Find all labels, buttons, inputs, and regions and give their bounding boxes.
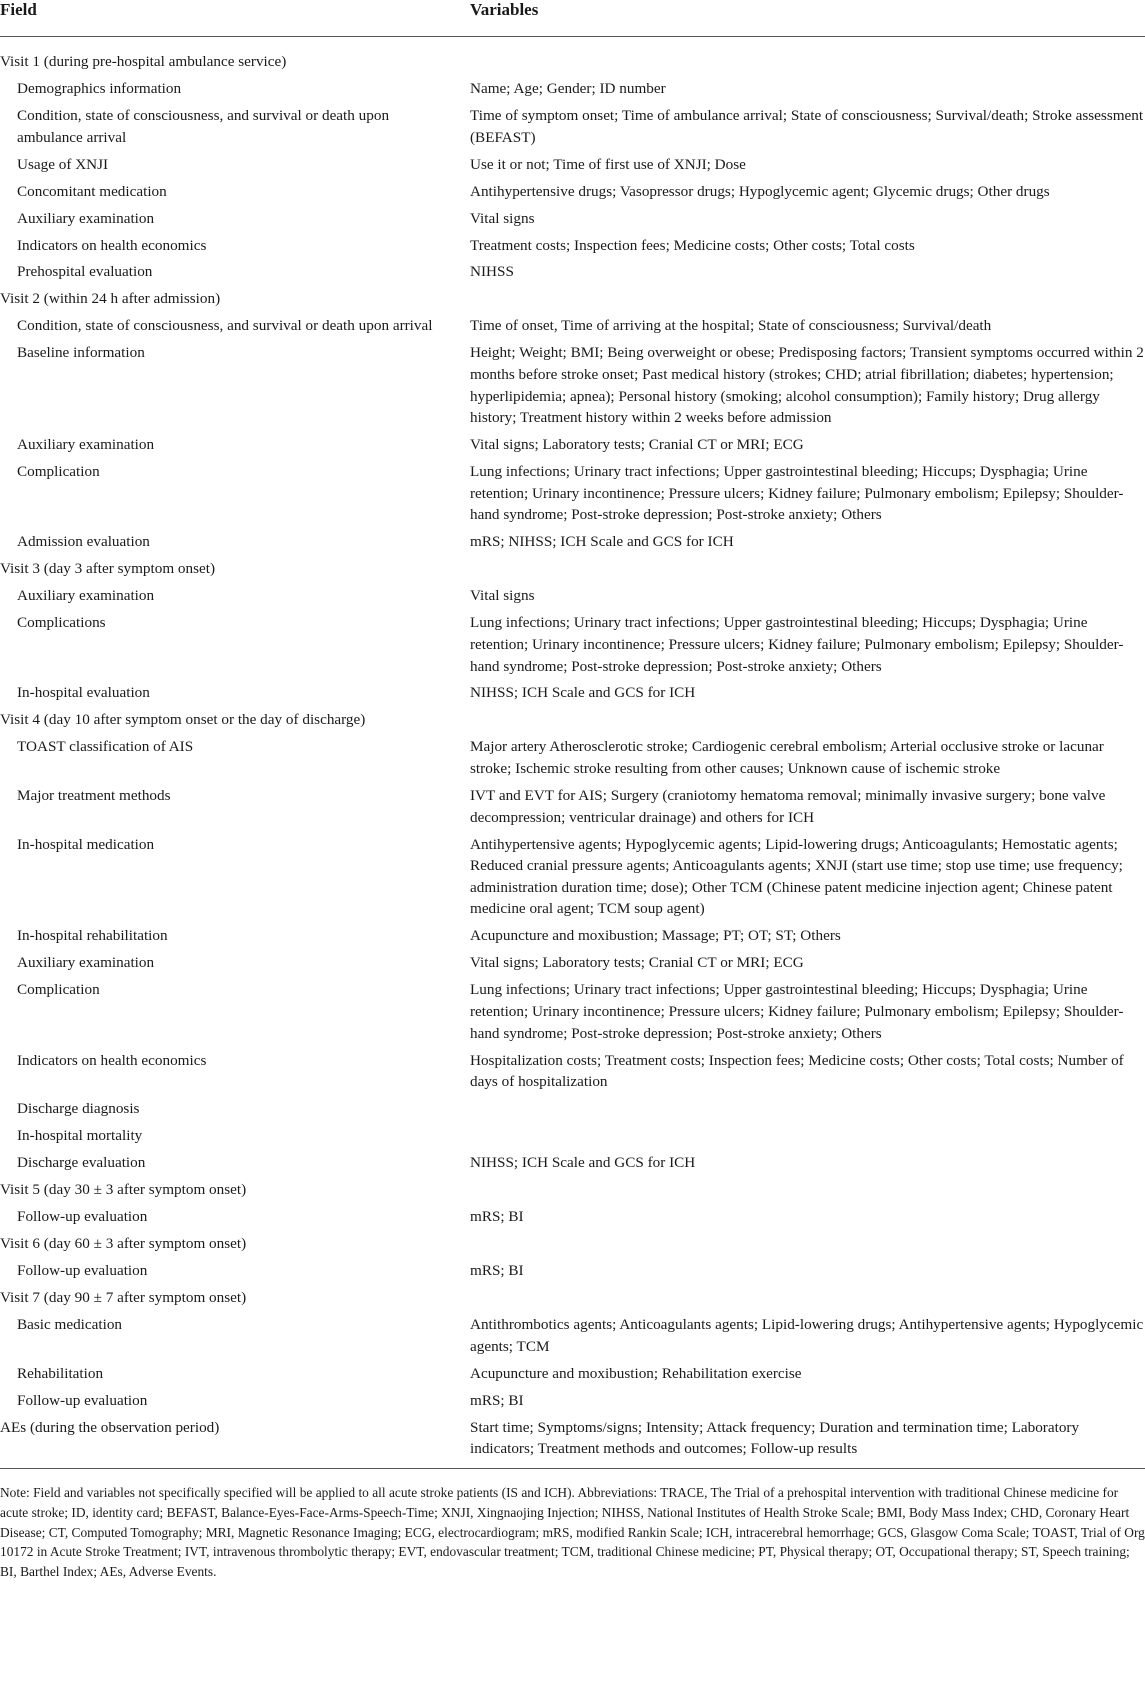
header-variables: Variables — [470, 0, 539, 19]
field-cell: Admission evaluation — [17, 533, 150, 551]
variables-cell: mRS; NIHSS; ICH Scale and GCS for ICH — [470, 533, 734, 551]
variables-cell: Vital signs; Laboratory tests; Cranial CT or MRI; ECG — [470, 954, 804, 972]
variables-cell: Major artery Atherosclerotic stroke; Cardiogenic cerebral embolism; Arterial occlusive stroke or lacunar stroke; Ischemic stroke resulting from other causes; Unknown cause of ischemic stroke — [470, 738, 1104, 778]
table-row — [0, 315, 1145, 342]
field-cell: Visit 2 (within 24 h after admission) — [0, 290, 221, 308]
header-field: Field — [0, 0, 37, 19]
table-row — [0, 682, 1145, 709]
table-row — [0, 785, 1145, 834]
variables-cell: NIHSS — [470, 263, 514, 281]
field-cell: Condition, state of consciousness, and survival or death upon arrival — [17, 317, 433, 335]
variables-cell: Hospitalization costs; Treatment costs; Inspection fees; Medicine costs; Other costs; Total costs; Number of days of hospitalization — [470, 1051, 1124, 1091]
visit-row — [0, 1287, 1145, 1314]
variables-cell: Vital signs — [470, 587, 535, 605]
visit-row — [0, 709, 1145, 736]
field-cell: Follow-up evaluation — [17, 1262, 148, 1279]
table-row — [0, 1125, 1145, 1152]
table-row — [0, 342, 1145, 434]
variables-cell: mRS; BI — [470, 1262, 524, 1279]
field-cell: Usage of XNJI — [17, 155, 109, 173]
variables-cell — [470, 1179, 1145, 1206]
table-row — [0, 461, 1145, 531]
variables-cell: Time of symptom onset; Time of ambulance arrival; State of consciousness; Survival/death; Stroke assessment (BEFAST) — [470, 106, 1144, 146]
field-cell: Visit 7 (day 90 ± 7 after symptom onset) — [0, 1288, 247, 1306]
field-cell: Major treatment methods — [17, 787, 171, 805]
field-cell: Prehospital evaluation — [17, 263, 153, 281]
field-cell: In-hospital evaluation — [17, 684, 150, 702]
variables-cell: Use it or not; Time of first use of XNJI; Dose — [470, 155, 746, 173]
variables-cell — [470, 288, 1145, 315]
table-header — [0, 0, 1145, 37]
table-row — [0, 925, 1145, 952]
visit-row — [0, 1179, 1145, 1206]
variables-cell: Antihypertensive drugs; Vasopressor drugs; Hypoglycemic agent; Glycemic drugs; Other drugs — [470, 182, 1050, 200]
field-cell: Indicators on health economics — [17, 1051, 207, 1069]
table-row — [0, 1098, 1145, 1125]
field-cell: Demographics information — [17, 79, 182, 97]
variables-cell — [470, 1125, 1145, 1152]
table-row — [0, 979, 1145, 1049]
field-cell: Condition, state of consciousness, and survival or death upon ambulance arrival — [17, 106, 390, 146]
variables-cell: Acupuncture and moxibustion; Massage; PT; OT; ST; Others — [470, 927, 841, 945]
visit-row — [0, 1417, 1145, 1466]
variables-cell: Lung infections; Urinary tract infections; Upper gastrointestinal bleeding; Hiccups; Dysphagia; Urine retention; Urinary incontinence; Pressure ulcers; Kidney failure; Pulmonary embolism; Epilepsy; Shoulder-hand syndrome; Post-stroke depression; Post-stroke anxiety; Others — [470, 463, 1124, 524]
field-cell: Baseline information — [17, 344, 145, 362]
table-row — [0, 1152, 1145, 1179]
table-body — [0, 51, 1145, 1465]
visit-row — [0, 288, 1145, 315]
visit-row — [0, 558, 1145, 585]
variables-cell: Treatment costs; Inspection fees; Medicine costs; Other costs; Total costs — [470, 236, 915, 254]
variables-cell: Vital signs — [470, 209, 535, 227]
variables-cell: Acupuncture and moxibustion; Rehabilitation exercise — [470, 1364, 802, 1382]
table-row — [0, 78, 1145, 105]
variables-cell — [470, 1098, 1145, 1125]
field-cell: In-hospital medication — [17, 835, 155, 853]
table-row — [0, 105, 1145, 154]
variables-cell: Lung infections; Urinary tract infections; Upper gastrointestinal bleeding; Hiccups; Dysphagia; Urine retention; Urinary incontinence; Pressure ulcers; Kidney failure; Pulmonary embolism; Epilepsy; Shoulder-hand syndrome; Post-stroke depression; Post-stroke anxiety; Others — [470, 614, 1124, 675]
variables-cell: Antihypertensive agents; Hypoglycemic agents; Lipid-lowering drugs; Anticoagulants; Hemostatic agents; Reduced cranial pressure agents; Anticoagulants agents; XNJI (start use time; stop use time; use frequency; administration duration time; dose); Other TCM (Chinese patent medicine injection agent; Chinese patent medicine oral agent; TCM soup agent) — [470, 835, 1123, 918]
variables-cell: Start time; Symptoms/signs; Intensity; Attack frequency; Duration and termination time; Laboratory indicators; Treatment methods and outcomes; Follow-up results — [470, 1418, 1080, 1458]
table-row — [0, 154, 1145, 181]
table-row — [0, 208, 1145, 235]
variables-cell: NIHSS; ICH Scale and GCS for ICH — [470, 1154, 696, 1172]
field-cell: Discharge diagnosis — [17, 1100, 140, 1118]
table-row — [0, 612, 1145, 682]
table-bottom-rule — [0, 1468, 1145, 1469]
field-cell: Auxiliary examination — [17, 954, 155, 972]
variables-cell — [470, 709, 1145, 736]
variables-cell — [470, 558, 1145, 585]
table-row — [0, 261, 1145, 288]
table-row — [0, 1050, 1145, 1099]
field-cell: Indicators on health economics — [17, 236, 207, 254]
field-cell: Visit 4 (day 10 after symptom onset or the day of discharge) — [0, 711, 366, 729]
table-row — [0, 1206, 1145, 1233]
table-row — [0, 952, 1145, 979]
visit-row — [0, 1233, 1145, 1260]
field-cell: Auxiliary examination — [17, 436, 155, 454]
variables-cell — [470, 1287, 1145, 1314]
variables-cell: Antithrombotics agents; Anticoagulants agents; Lipid-lowering drugs; Antihypertensive agents; Hypoglycemic agents; TCM — [470, 1315, 1144, 1355]
field-cell: Visit 6 (day 60 ± 3 after symptom onset) — [0, 1235, 247, 1253]
table-row — [0, 1314, 1145, 1363]
field-cell: Follow-up evaluation — [17, 1208, 148, 1226]
field-cell: Complication — [17, 463, 100, 481]
variables-cell: NIHSS; ICH Scale and GCS for ICH — [470, 684, 696, 702]
field-cell: Follow-up evaluation — [17, 1391, 148, 1409]
variables-cell — [470, 1233, 1145, 1260]
field-cell: Visit 5 (day 30 ± 3 after symptom onset) — [0, 1181, 247, 1199]
table-row — [0, 1260, 1145, 1287]
table-row — [0, 235, 1145, 262]
table-row — [0, 434, 1145, 461]
field-cell: Discharge evaluation — [17, 1154, 146, 1172]
variables-cell: Lung infections; Urinary tract infections; Upper gastrointestinal bleeding; Hiccups; Dysphagia; Urine retention; Urinary incontinence; Pressure ulcers; Kidney failure; Pulmonary embolism; Epilepsy; Shoulder-hand syndrome; Post-stroke depression; Post-stroke anxiety; Others — [470, 981, 1124, 1042]
field-cell: Visit 3 (day 3 after symptom onset) — [0, 560, 216, 578]
variables-cell: IVT and EVT for AIS; Surgery (craniotomy hematoma removal; minimally invasive surgery; bone valve decompression; ventricular drainage) and others for ICH — [470, 787, 1106, 826]
variables-cell: Time of onset, Time of arriving at the hospital; State of consciousness; Survival/death — [470, 317, 992, 335]
table-row — [0, 1363, 1145, 1390]
field-cell: Auxiliary examination — [17, 587, 155, 605]
variables-cell: Vital signs; Laboratory tests; Cranial CT or MRI; ECG — [470, 436, 804, 454]
table-row — [0, 585, 1145, 612]
variables-cell: Name; Age; Gender; ID number — [470, 79, 666, 97]
field-cell: In-hospital mortality — [17, 1127, 143, 1145]
field-cell: TOAST classification of AIS — [17, 738, 194, 756]
field-cell: Auxiliary examination — [17, 209, 155, 227]
table-note: Note: Field and variables not specifically specified will be applied to all acute stroke patients (IS and ICH). Abbreviations: TRACE, The Trial of a prehospital intervention with traditional Chinese medicine for acute stroke; ID, identity card; BEFAST, Balance-Eyes-Face-Arms-Speech-Time; XNJI, Xingnaojing Injection; NIHSS, National Institutes of Health Stroke Scale; BMI, Body Mass Index; CHD, Coronary Heart Disease; CT, Computed Tomography; MRI, Magnetic Resonance Imaging; ECG, electrocardiogram; mRS, modified Rankin Scale; ICH, intracerebral hemorrhage; GCS, Glasgow Coma Scale; TOAST, Trial of Org 10172 in Acute Stroke Treatment; IVT, intravenous thrombolytic therapy; EVT, endovascular treatment; TCM, traditional Chinese medicine; PT, Physical therapy; OT, Occupational therapy; ST, Speech training; BI, Barthel Index; AEs, Adverse Events. — [0, 1485, 1145, 1579]
table-row — [0, 181, 1145, 208]
table-row — [0, 531, 1145, 558]
field-cell: In-hospital rehabilitation — [17, 927, 168, 945]
table-row — [0, 1390, 1145, 1417]
field-cell: Rehabilitation — [17, 1364, 104, 1382]
field-cell: Visit 1 (during pre-hospital ambulance service) — [0, 53, 287, 70]
variables-cell: mRS; BI — [470, 1391, 524, 1409]
variables-table — [0, 51, 1145, 1465]
field-cell: AEs (during the observation period) — [0, 1418, 220, 1436]
table-row — [0, 834, 1145, 926]
field-cell: Complication — [17, 981, 100, 999]
field-cell: Complications — [17, 614, 106, 632]
variables-cell: Height; Weight; BMI; Being overweight or obese; Predisposing factors; Transient symptoms occurred within 2 months before stroke onset; Past medical history (strokes; CHD; atrial fibrillation; diabetes; hypertension; hyperlipidemia; apnea); Personal history (smoking; alcohol consumption); Family history; Drug allergy history; Treatment history within 2 weeks before admission — [470, 344, 1144, 427]
field-cell: Concomitant medication — [17, 182, 167, 200]
variables-cell: mRS; BI — [470, 1208, 524, 1226]
field-cell: Basic medication — [17, 1315, 123, 1333]
variables-cell — [470, 51, 1145, 78]
table-row — [0, 736, 1145, 785]
visit-row — [0, 51, 1145, 78]
